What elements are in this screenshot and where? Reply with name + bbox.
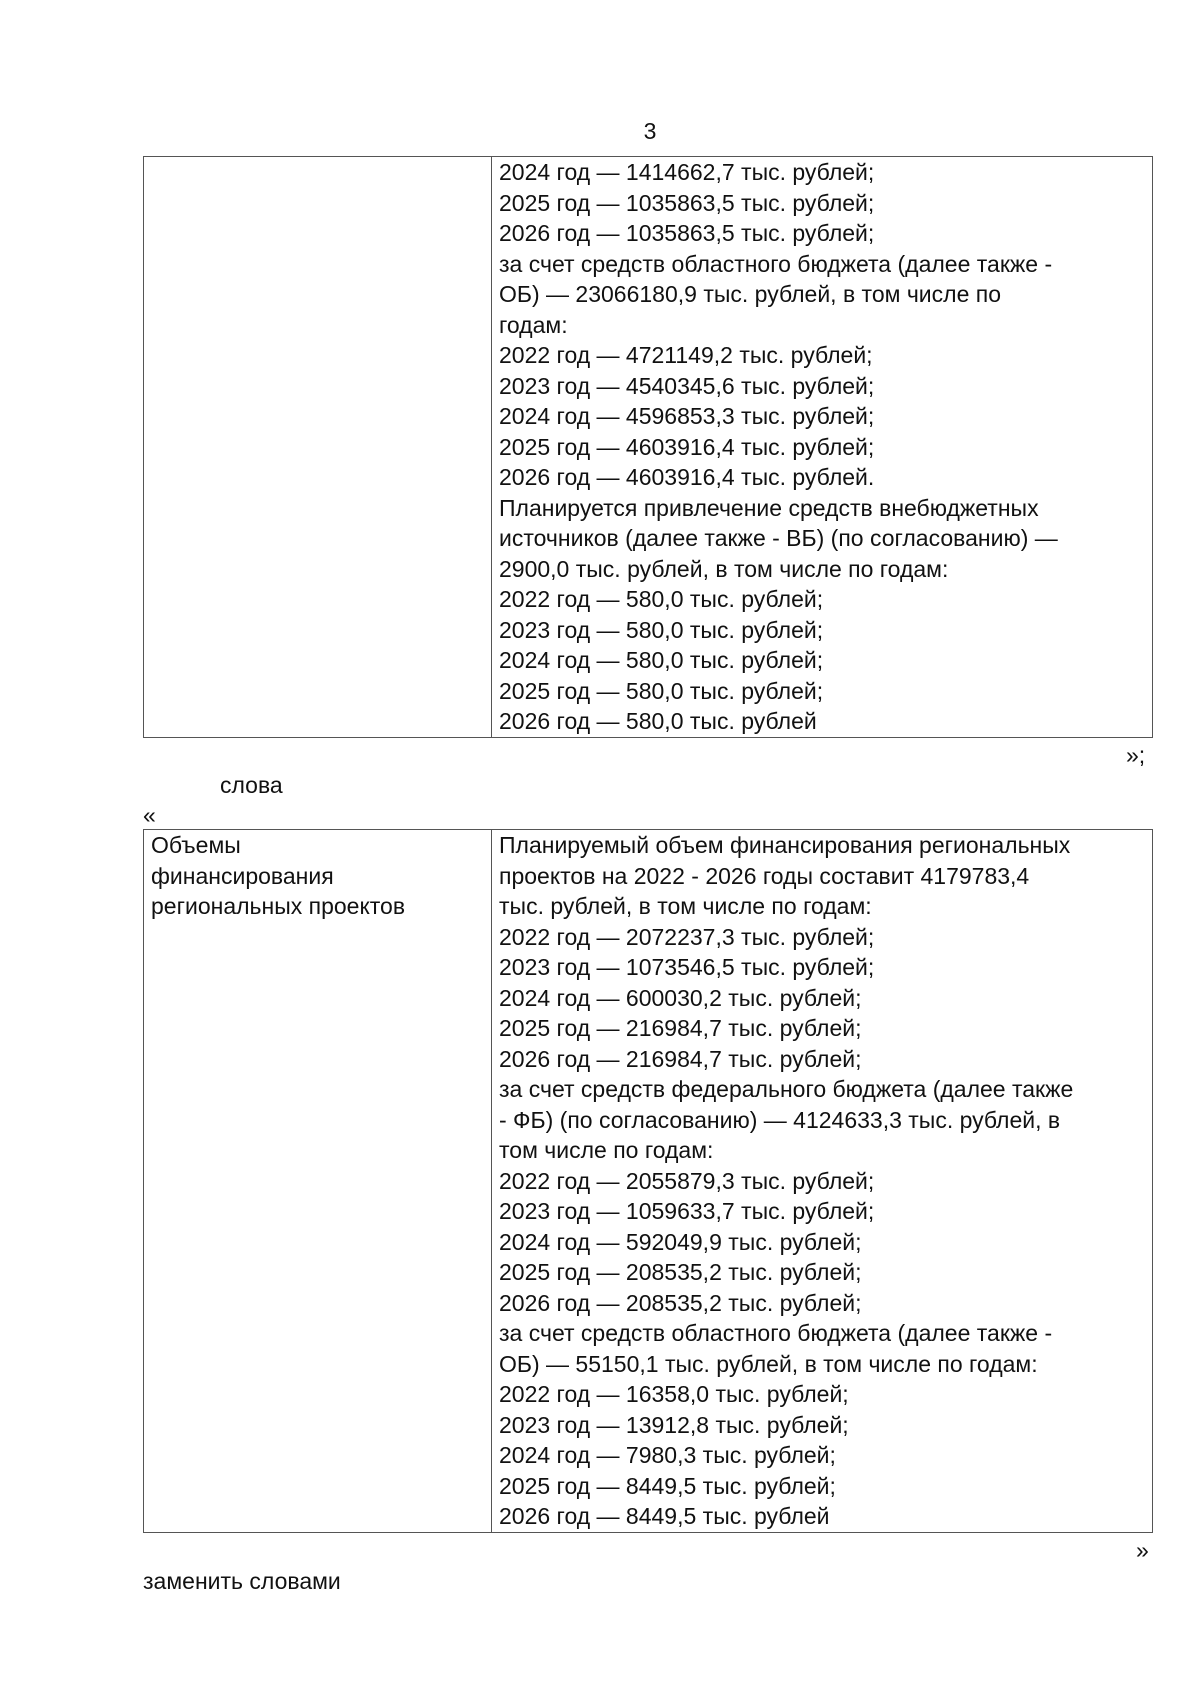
table-row [144, 157, 1153, 738]
text-line: 2025 год — 8449,5 тыс. рублей; [499, 1472, 836, 1499]
text-line: 2023 год — 1059633,7 тыс. рублей; [499, 1198, 875, 1224]
text-line: 2023 год — 4540345,6 тыс. рублей; [499, 372, 875, 399]
text-line: источников (далее также - ВБ) (по согласованию) — [499, 525, 1058, 551]
text-line: 2024 год — 592049,9 тыс. рублей; [499, 1228, 862, 1255]
text-line: 2025 год — 208535,2 тыс. рублей; [499, 1259, 862, 1285]
text-line: - ФБ) (по согласованию) — 4124633,3 тыс. рублей, в [499, 1106, 1061, 1133]
text-line: 2022 год — 2072237,3 тыс. рублей; [499, 923, 875, 950]
text-line: 2024 год — 600030,2 тыс. рублей; [499, 984, 862, 1011]
table-cell-left [144, 830, 492, 1533]
text-line: 2900,0 тыс. рублей, в том числе по годам: [499, 555, 949, 582]
text-line: за счет средств областного бюджета (далее также - [499, 1320, 1053, 1346]
text-line: 2024 год — 7980,3 тыс. рублей; [499, 1442, 836, 1468]
table-cell-right [492, 830, 1153, 1533]
row-heading-line: Объемы [151, 832, 241, 858]
text-line: 2024 год — 1414662,7 тыс. рублей; [499, 159, 875, 185]
row-heading-line: финансирования [151, 862, 334, 889]
text-line: 2025 год — 580,0 тыс. рублей; [499, 677, 824, 704]
text-line: 2026 год — 8449,5 тыс. рублей [499, 1503, 830, 1529]
text-line: 2022 год — 580,0 тыс. рублей; [499, 586, 824, 612]
text-line: 2026 год — 4603916,4 тыс. рублей. [499, 464, 875, 490]
table-cell-right [492, 157, 1153, 738]
text-line: 2024 год — 580,0 тыс. рублей; [499, 647, 824, 673]
text-line: 2024 год — 4596853,3 тыс. рублей; [499, 403, 875, 429]
text-line: 2025 год — 4603916,4 тыс. рублей; [499, 433, 875, 460]
text-line: ОБ) — 55150,1 тыс. рублей, в том числе по годам: [499, 1350, 1038, 1377]
text-line: Планируемый объем финансирования региональных [499, 832, 1071, 858]
text-line: ОБ) — 23066180,9 тыс. рублей, в том числе по [499, 281, 1002, 307]
text-line: 2023 год — 1073546,5 тыс. рублей; [499, 954, 875, 980]
table-cell-left-empty [144, 157, 492, 738]
text-line: 2026 год — 208535,2 тыс. рублей; [499, 1289, 862, 1316]
text-line: 2022 год — 2055879,3 тыс. рублей; [499, 1167, 875, 1194]
text-line: 2022 год — 4721149,2 тыс. рублей; [499, 342, 873, 368]
text-line: за счет средств областного бюджета (далее также - [499, 250, 1053, 277]
replace-with-words-label: заменить словами [143, 1568, 341, 1594]
page-number: 3 [643, 118, 657, 144]
text-line: 2025 год — 1035863,5 тыс. рублей; [499, 189, 875, 216]
regional-projects-financing-table [143, 829, 1153, 1533]
text-line: 2023 год — 13912,8 тыс. рублей; [499, 1411, 849, 1438]
row-heading-line: региональных проектов [151, 893, 406, 919]
text-line: годам: [499, 311, 568, 338]
text-line: 2026 год — 580,0 тыс. рублей [499, 708, 817, 734]
text-line: 2026 год — 216984,7 тыс. рублей; [499, 1045, 862, 1072]
text-line: 2025 год — 216984,7 тыс. рублей; [499, 1015, 862, 1041]
text-line: тыс. рублей, в том числе по годам: [499, 893, 872, 919]
opening-quote: « [143, 802, 156, 828]
text-line: том числе по годам: [499, 1137, 714, 1163]
closing-quote: » [1136, 1537, 1149, 1563]
text-line: 2026 год — 1035863,5 тыс. рублей; [499, 220, 875, 246]
words-label: слова [220, 772, 283, 798]
text-line: Планируется привлечение средств внебюджетных [499, 494, 1039, 521]
table-row [144, 830, 1153, 1533]
text-line: за счет средств федерального бюджета (далее также [499, 1076, 1074, 1102]
text-line: 2022 год — 16358,0 тыс. рублей; [499, 1381, 849, 1407]
text-line: 2023 год — 580,0 тыс. рублей; [499, 616, 824, 643]
financing-table-continued [143, 156, 1153, 738]
closing-quote: »; [1126, 742, 1146, 768]
text-line: проектов на 2022 - 2026 годы составит 4179783,4 [499, 862, 1030, 889]
